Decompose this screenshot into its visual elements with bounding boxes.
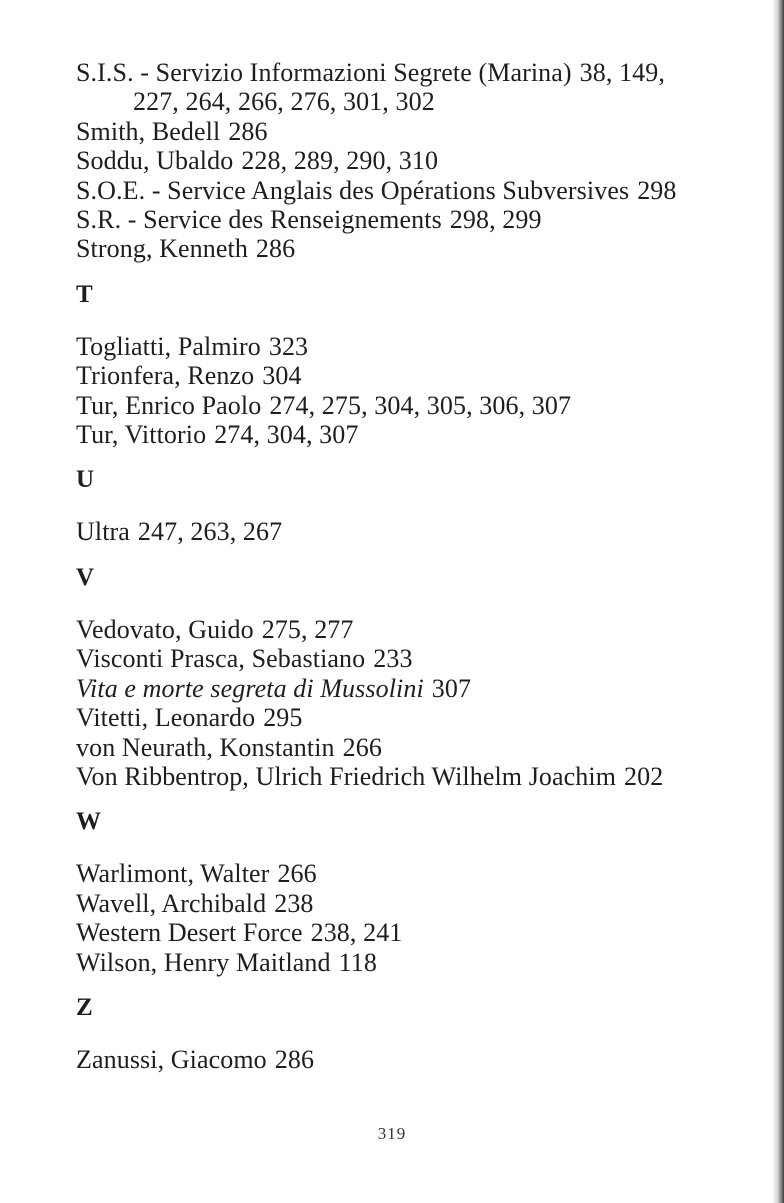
entry-name: Wilson, Henry Maitland <box>76 947 331 977</box>
entry-pages: 118 <box>338 947 377 977</box>
entry-pages: 275, 277 <box>261 614 354 644</box>
entry-pages: 238, 241 <box>310 918 403 948</box>
entry-name: Wavell, Archibald <box>76 888 267 918</box>
entry-pages: 274, 304, 307 <box>214 420 359 450</box>
entry-name: Tur, Vittorio <box>76 420 207 450</box>
entry-pages: 266 <box>342 732 382 762</box>
index-entry <box>76 762 736 791</box>
entry-pages: 38, 149, <box>579 58 665 87</box>
entry-pages: 286 <box>255 234 296 264</box>
section-letter-v: V <box>76 563 95 591</box>
index-entry <box>76 176 736 205</box>
section-letter-u: U <box>76 466 95 494</box>
entry-pages: 304 <box>262 361 302 391</box>
section-letter-z: Z <box>76 993 93 1021</box>
index-entry <box>76 391 736 420</box>
index-entry <box>76 146 736 175</box>
entry-name: Vedovato, Guido <box>76 614 254 644</box>
entry-pages: 266 <box>277 859 317 889</box>
section-letter-w: W <box>76 808 101 836</box>
entry-pages: 228, 289, 290, 310 <box>241 146 439 176</box>
index-entry <box>76 1045 736 1074</box>
entry-pages: 274, 275, 304, 305, 306, 307 <box>269 390 572 420</box>
entry-name: Visconti Prasca, Sebastiano <box>76 644 366 674</box>
index-entry <box>76 361 736 390</box>
entry-pages: 286 <box>228 116 268 146</box>
index-entry-continuation <box>76 87 736 116</box>
entry-name: Soddu, Ubaldo <box>76 146 234 176</box>
entry-pages: 247, 263, 267 <box>137 517 283 547</box>
entry-name: Warlimont, Walter <box>76 859 270 889</box>
entry-pages: 227, 264, 266, 276, 301, 302 <box>133 87 435 117</box>
entry-name: Trionfera, Renzo <box>76 361 255 391</box>
entry-name: Von Ribbentrop, Ulrich Friedrich Wilhelm Joachim <box>76 761 617 791</box>
index-entry <box>76 644 736 673</box>
entry-pages: 238 <box>274 888 314 918</box>
entry-pages: 307 <box>431 673 472 703</box>
entry-pages: 298, 299 <box>449 205 542 235</box>
index-entry <box>76 117 736 146</box>
index-entry <box>76 58 736 87</box>
index-entry <box>76 918 736 947</box>
entry-pages: 295 <box>263 703 303 733</box>
entry-name: S.R. - Service des Renseignements <box>76 205 442 235</box>
index-entry <box>76 703 736 732</box>
entry-pages: 233 <box>373 644 413 674</box>
index-entry <box>76 205 736 234</box>
index-entry <box>76 889 736 918</box>
entry-name: Togliatti, Palmiro <box>76 331 261 361</box>
entry-pages: 298 <box>637 175 677 205</box>
index-entry <box>76 517 736 546</box>
entry-name: Zanussi, Giacomo <box>76 1044 267 1074</box>
entry-title-italic: Vita e morte segreta di Mussolini <box>76 673 424 703</box>
index-entry <box>76 332 736 361</box>
entry-pages: 286 <box>274 1044 315 1074</box>
index-entry <box>76 948 736 977</box>
index-list <box>76 58 736 1074</box>
entry-pages: 202 <box>624 761 664 791</box>
entry-pages: 323 <box>268 331 309 361</box>
entry-name: Smith, Bedell <box>76 116 221 146</box>
entry-name: Tur, Enrico Paolo <box>76 390 262 420</box>
entry-name: Western Desert Force <box>76 918 303 948</box>
index-entry <box>76 234 736 263</box>
entry-name: S.I.S. - Servizio Informazioni Segrete (Marina) <box>76 58 572 87</box>
index-entry <box>76 674 736 703</box>
index-entry <box>76 420 736 449</box>
page-edge-shadow <box>772 0 784 1203</box>
entry-name: Strong, Kenneth <box>76 234 248 264</box>
entry-name: Vitetti, Leonardo <box>76 703 256 733</box>
page-number: 319 <box>377 1124 407 1143</box>
entry-name: S.O.E. - Service Anglais des Opérations Subversives <box>76 175 630 205</box>
entry-name: Ultra <box>76 517 130 547</box>
section-letter-t: T <box>76 280 93 308</box>
index-entry <box>76 733 736 762</box>
index-entry <box>76 615 736 644</box>
index-entry <box>76 859 736 888</box>
entry-name: von Neurath, Konstantin <box>76 732 335 762</box>
